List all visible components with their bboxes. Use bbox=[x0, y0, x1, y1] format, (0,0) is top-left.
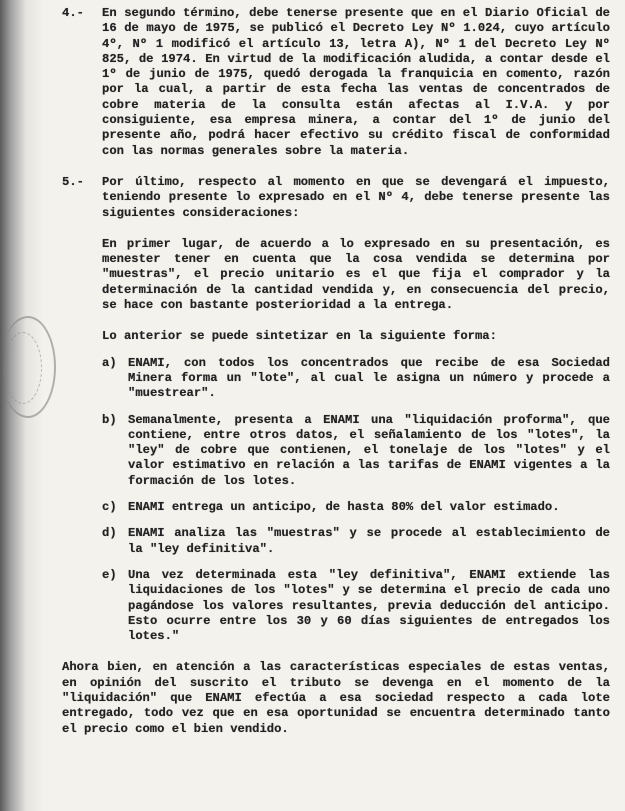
paragraph-5a: En primer lugar, de acuerdo a lo expresado en su presentación, es menester tener en cuenta que la cosa vendida se determina por "muestras", el precio unitario es el que fija el comprador y la determinación de la cantidad vendida y, en consecuencia del precio, se hace con bastante posterioridad a la entrega. bbox=[102, 236, 610, 313]
item-text: Una vez determinada esta "ley definitiva", ENAMI extiende las liquidaciones de los "lotes" y se determina el precio de cada uno pagándose los valores resultantes, previa deducción del anticipo. Esto ocurre entre los 30 y 60 días siguientes de entregados los lotes." bbox=[128, 567, 610, 644]
item-text: Semanalmente, presenta a ENAMI una "liquidación proforma", que contiene, entre otros datos, el señalamiento de los "lotes", la "ley" de cobre que contienen, el tonelaje de los "lotes" y el valor estimativo en relación a las tarifas de ENAMI vigentes a la formación de los lotes. bbox=[128, 412, 610, 488]
paragraph-5b: Lo anterior se puede sintetizar en la siguiente forma: bbox=[102, 329, 497, 344]
rubber-stamp bbox=[0, 316, 56, 418]
item-label: c) bbox=[102, 500, 117, 515]
list-item-e bbox=[102, 568, 610, 644]
document-body bbox=[62, 6, 610, 737]
item-label: e) bbox=[102, 567, 117, 582]
item-label: d) bbox=[102, 526, 117, 541]
item-label: b) bbox=[102, 412, 117, 427]
list-item-a bbox=[102, 356, 610, 402]
paragraph-text: En segundo término, debe tenerse presente que en el Diario Oficial de 16 de mayo de 1975, se publicó el Decreto Ley Nº 1.024, cuyo artículo 4º, Nº 1 modificó el artículo 13, letra A), Nº 1 del Decreto Ley Nº 825, de 1974. En virtud de la modificación aludida, a contar desde el 1º de junio de 1975, quedó derogada la franquicia en comento, razón por la cual, a partir de esta fecha las ventas de concentrados de cobre materia de la consulta están afectas al I.V.A. y por consiguiente, esa empresa minera, a contar del 1º de junio del presente año, podrá hacer efectivo su crédito fiscal de conformidad con las normas generales sobre la materia. bbox=[102, 6, 610, 158]
paragraph-5 bbox=[62, 175, 610, 221]
list-item-d bbox=[102, 526, 610, 557]
paragraph-4 bbox=[62, 6, 610, 159]
item-text: ENAMI, con todos los concentrados que recibe de esa Sociedad Minera forma un "lote", al cual le asigna un número y procede a "muestrear". bbox=[128, 355, 610, 401]
item-text: ENAMI entrega un anticipo, de hasta 80% del valor estimado. bbox=[128, 500, 560, 515]
closing-paragraph: Ahora bien, en atención a las características especiales de estas ventas, en opinión del suscrito el tributo se devenga en el momento de la "liquidación" que ENAMI efectúa a esa sociedad respecto a cada lote entregado, todo vez que en esa oportunidad se encuentra determinado tanto el precio como el bien vendido. bbox=[62, 660, 610, 736]
paragraph-number: 5.- bbox=[62, 174, 84, 189]
paragraph-text: Por último, respecto al momento en que se devengará el impuesto, teniendo presente lo expresado en el Nº 4, debe tenerse presente las siguientes consideraciones: bbox=[102, 174, 610, 220]
paragraph-number: 4.- bbox=[62, 6, 84, 20]
item-label: a) bbox=[102, 355, 117, 370]
list-item-c bbox=[102, 500, 610, 515]
item-text: ENAMI analiza las "muestras" y se procede al establecimiento de la "ley definitiva". bbox=[128, 526, 610, 556]
list-item-b bbox=[102, 413, 610, 489]
